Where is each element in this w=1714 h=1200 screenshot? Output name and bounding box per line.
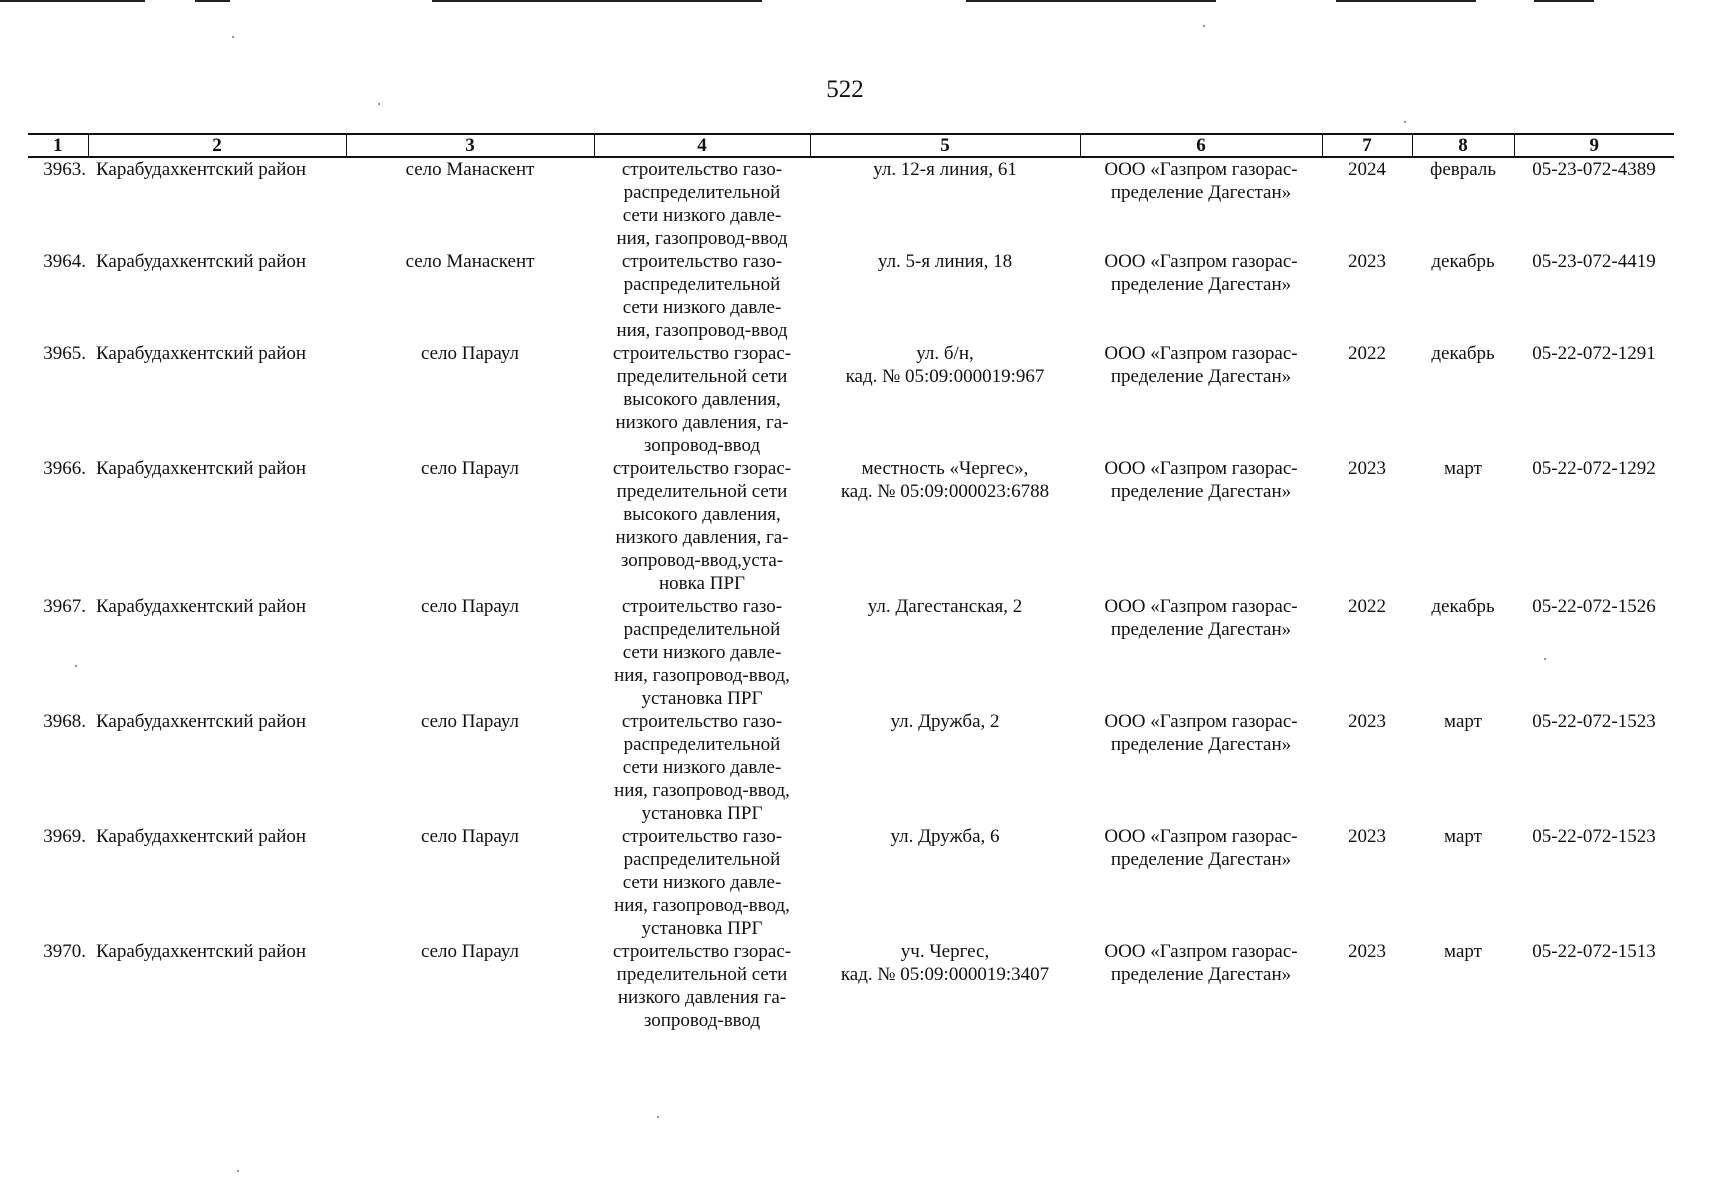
table-row <box>28 710 1674 825</box>
table-row <box>28 595 1674 710</box>
district-cell: Карабудахкентский район <box>96 941 307 962</box>
address-cell: ул. Дагестанская, 2 <box>867 596 1023 617</box>
district-cell: Карабудахкентский район <box>96 343 307 364</box>
year-cell: 2023 <box>1348 251 1386 272</box>
settlement-cell: село Параул <box>420 826 520 847</box>
work-description-cell: строительство газо- распределительной сети низкого давле- ния, газопровод-ввод, установка ПРГ <box>614 596 790 709</box>
work-description-cell: строительство газо- распределительной сети низкого давле- ния, газопровод-ввод, установка ПРГ <box>614 711 790 824</box>
settlement-cell: село Параул <box>420 941 520 962</box>
column-header: 5 <box>810 134 1080 157</box>
code-cell: 05-22-072-1523 <box>1532 711 1656 732</box>
organization-cell: ООО «Газпром газорас- пределение Дагестан» <box>1104 251 1298 295</box>
address-cell: ул. 12-я линия, 61 <box>873 159 1017 180</box>
row-number: 3966. <box>43 458 86 479</box>
organization-cell: ООО «Газпром газорас- пределение Дагестан» <box>1104 159 1298 203</box>
column-header: 8 <box>1412 134 1514 157</box>
address-cell: ул. 5-я линия, 18 <box>877 251 1013 272</box>
column-header: 3 <box>346 134 594 157</box>
scan-edge-mark <box>0 0 145 2</box>
scan-edge-mark <box>195 0 230 2</box>
scan-edge-mark <box>1534 0 1594 2</box>
scan-speck <box>237 1170 239 1172</box>
district-cell: Карабудахкентский район <box>96 159 307 180</box>
organization-cell: ООО «Газпром газорас- пределение Дагестан» <box>1104 826 1298 870</box>
settlement-cell: село Параул <box>420 711 520 732</box>
table-row <box>28 250 1674 342</box>
district-cell: Карабудахкентский район <box>96 458 307 479</box>
column-header: 2 <box>88 134 346 157</box>
month-cell: март <box>1444 711 1482 732</box>
organization-cell: ООО «Газпром газорас- пределение Дагестан» <box>1104 458 1298 502</box>
address-cell: местность «Чергес», кад. № 05:09:000023:6788 <box>840 458 1050 502</box>
settlement-cell: село Манаскент <box>405 159 535 180</box>
row-number: 3970. <box>43 941 86 962</box>
code-cell: 05-22-072-1291 <box>1532 343 1656 364</box>
work-description-cell: строительство гзорас- пределительной сети низкого давления га- зопровод-ввод <box>612 941 792 1031</box>
table-row <box>28 157 1674 250</box>
code-cell: 05-23-072-4419 <box>1532 251 1656 272</box>
settlement-cell: село Параул <box>420 596 520 617</box>
year-cell: 2023 <box>1348 826 1386 847</box>
year-cell: 2023 <box>1348 458 1386 479</box>
row-number: 3963. <box>43 159 86 180</box>
settlement-cell: село Параул <box>420 343 520 364</box>
settlement-cell: село Параул <box>420 458 520 479</box>
work-description-cell: строительство гзорас- пределительной сети высокого давления, низкого давления, га- зопровод-ввод,уста- новка ПРГ <box>612 458 792 594</box>
month-cell: февраль <box>1430 159 1496 180</box>
column-header: 1 <box>28 134 88 157</box>
organization-cell: ООО «Газпром газорас- пределение Дагестан» <box>1104 343 1298 387</box>
work-description-cell: строительство газо- распределительной сети низкого давле- ния, газопровод-ввод <box>616 251 788 341</box>
row-number: 3964. <box>43 251 86 272</box>
code-cell: 05-23-072-4389 <box>1532 159 1656 180</box>
scan-speck <box>1404 121 1406 123</box>
scan-edge-mark <box>432 0 762 2</box>
address-cell: уч. Чергес, кад. № 05:09:000019:3407 <box>840 941 1050 985</box>
table-row <box>28 940 1674 1040</box>
work-description-cell: строительство газо- распределительной сети низкого давле- ния, газопровод-ввод, установка ПРГ <box>614 826 790 939</box>
month-cell: март <box>1444 941 1482 962</box>
organization-cell: ООО «Газпром газорас- пределение Дагестан» <box>1104 941 1298 985</box>
year-cell: 2023 <box>1348 941 1386 962</box>
district-cell: Карабудахкентский район <box>96 596 307 617</box>
work-description-cell: строительство гзорас- пределительной сети высокого давления, низкого давления, га- зопровод-ввод <box>612 343 792 456</box>
row-number: 3965. <box>43 343 86 364</box>
code-cell: 05-22-072-1292 <box>1532 458 1656 479</box>
year-cell: 2022 <box>1348 343 1386 364</box>
table-row <box>28 457 1674 595</box>
organization-cell: ООО «Газпром газорас- пределение Дагестан» <box>1104 711 1298 755</box>
month-cell: март <box>1444 458 1482 479</box>
page-number: 522 <box>826 76 864 103</box>
table-row <box>28 342 1674 457</box>
code-cell: 05-22-072-1513 <box>1532 941 1656 962</box>
month-cell: декабрь <box>1431 343 1495 364</box>
month-cell: март <box>1444 826 1482 847</box>
year-cell: 2024 <box>1348 159 1386 180</box>
code-cell: 05-22-072-1523 <box>1532 826 1656 847</box>
work-description-cell: строительство газо- распределительной сети низкого давле- ния, газопровод-ввод <box>616 159 788 249</box>
settlement-cell: село Манаскент <box>405 251 535 272</box>
address-cell: ул. Дружба, 6 <box>890 826 1000 847</box>
column-header: 9 <box>1514 134 1674 157</box>
row-number: 3969. <box>43 826 86 847</box>
registry-table <box>28 133 1674 1040</box>
address-cell: ул. б/н, кад. № 05:09:000019:967 <box>845 343 1045 387</box>
district-cell: Карабудахкентский район <box>96 251 307 272</box>
scan-edge-mark <box>1336 0 1476 2</box>
address-cell: ул. Дружба, 2 <box>890 711 1000 732</box>
code-cell: 05-22-072-1526 <box>1532 596 1656 617</box>
table-header-row <box>28 134 1674 157</box>
row-number: 3968. <box>43 711 86 732</box>
row-number: 3967. <box>43 596 86 617</box>
month-cell: декабрь <box>1431 251 1495 272</box>
year-cell: 2023 <box>1348 711 1386 732</box>
column-header: 4 <box>594 134 810 157</box>
table-row <box>28 825 1674 940</box>
organization-cell: ООО «Газпром газорас- пределение Дагестан» <box>1104 596 1298 640</box>
year-cell: 2022 <box>1348 596 1386 617</box>
scan-speck <box>232 36 234 38</box>
district-cell: Карабудахкентский район <box>96 826 307 847</box>
month-cell: декабрь <box>1431 596 1495 617</box>
scan-speck <box>1203 25 1205 27</box>
column-header: 6 <box>1080 134 1322 157</box>
scan-edge-mark <box>966 0 1216 2</box>
scan-speck <box>657 1116 659 1118</box>
column-header: 7 <box>1322 134 1412 157</box>
district-cell: Карабудахкентский район <box>96 711 307 732</box>
